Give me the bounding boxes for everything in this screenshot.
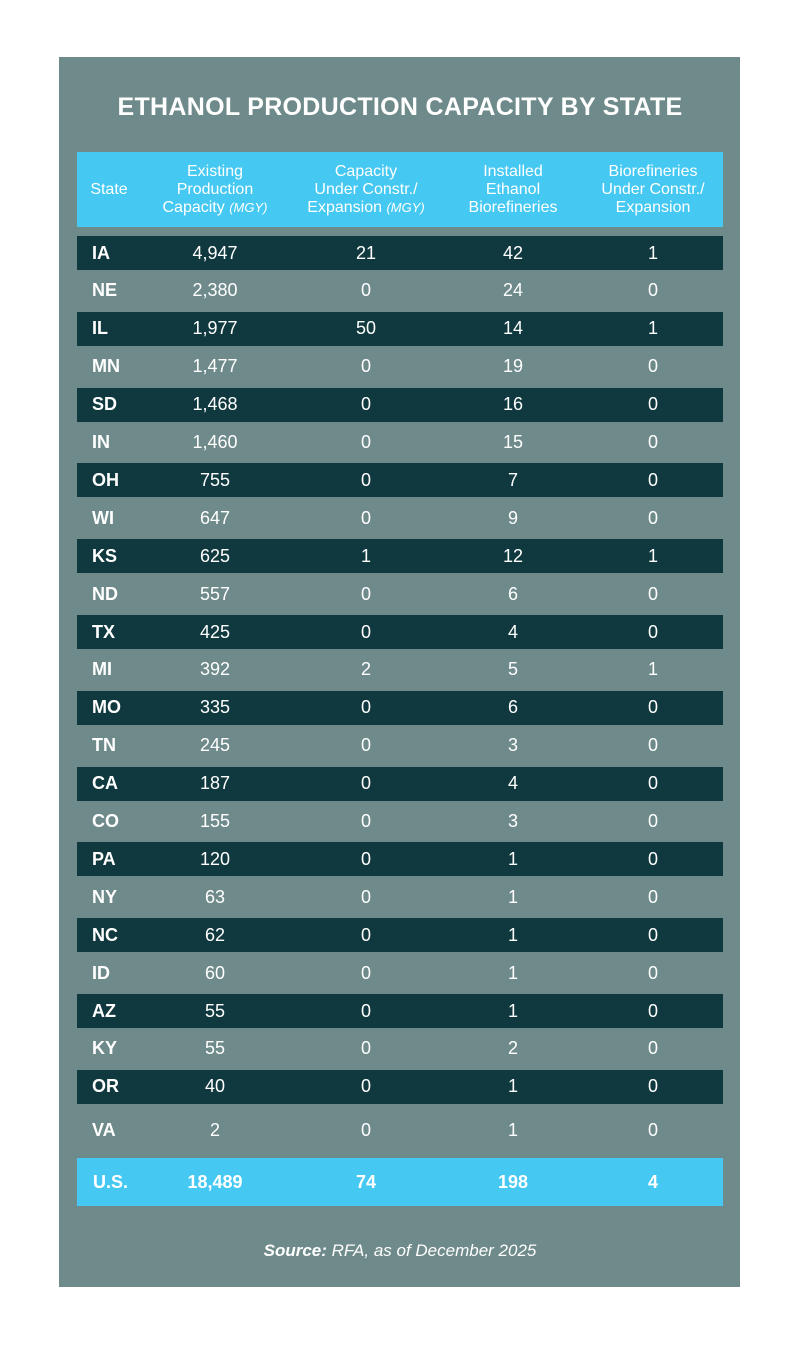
state-cell: WI bbox=[92, 507, 114, 528]
table-row bbox=[77, 312, 723, 346]
header-existing-line3: Capacity bbox=[162, 198, 225, 216]
header-existing-unit: (MGY) bbox=[229, 199, 268, 215]
existing-capacity-cell: 1,460 bbox=[192, 432, 238, 452]
capacity-under-construction-cell: 0 bbox=[360, 924, 371, 945]
installed-biorefineries-cell: 1 bbox=[507, 1076, 518, 1097]
table-row bbox=[77, 880, 723, 914]
biorefineries-under-construction-cell: 0 bbox=[647, 394, 658, 415]
table-row bbox=[77, 691, 723, 725]
state-cell: MO bbox=[92, 697, 121, 718]
state-cell: TX bbox=[92, 621, 116, 642]
table-row bbox=[77, 577, 723, 611]
table-row bbox=[77, 1070, 723, 1104]
table-row bbox=[77, 1032, 723, 1066]
capacity-under-construction-cell: 0 bbox=[360, 432, 371, 452]
capacity-under-construction-cell: 0 bbox=[360, 697, 371, 718]
biorefineries-under-construction-cell: 0 bbox=[647, 962, 658, 983]
header-existing-line1: Existing bbox=[186, 162, 243, 180]
total-existing-capacity-cell: 18,489 bbox=[187, 1171, 243, 1192]
header-bio-line3: Expansion bbox=[615, 198, 691, 216]
state-cell: MN bbox=[92, 356, 120, 377]
installed-biorefineries-cell: 15 bbox=[502, 432, 524, 452]
installed-biorefineries-cell: 1 bbox=[507, 886, 518, 907]
existing-capacity-cell: 1,977 bbox=[192, 318, 238, 339]
state-cell: NY bbox=[92, 886, 118, 907]
capacity-under-construction-cell: 0 bbox=[360, 1038, 371, 1059]
installed-biorefineries-cell: 6 bbox=[507, 697, 518, 718]
existing-capacity-cell: 425 bbox=[199, 621, 231, 642]
existing-capacity-cell: 187 bbox=[199, 773, 231, 794]
state-cell: KY bbox=[92, 1038, 118, 1059]
existing-capacity-cell: 2 bbox=[209, 1120, 220, 1141]
total-biorefineries-under-construction-cell: 4 bbox=[647, 1171, 658, 1192]
biorefineries-under-construction-cell: 0 bbox=[647, 432, 658, 452]
existing-capacity-cell: 155 bbox=[199, 811, 231, 831]
biorefineries-under-construction-cell: 0 bbox=[647, 583, 658, 604]
capacity-under-construction-cell: 0 bbox=[360, 962, 371, 983]
table-row bbox=[77, 805, 723, 839]
biorefineries-under-construction-cell: 1 bbox=[647, 659, 658, 680]
installed-biorefineries-cell: 1 bbox=[507, 924, 518, 945]
table-row bbox=[77, 426, 723, 460]
table-title: ETHANOL PRODUCTION CAPACITY BY STATE bbox=[117, 93, 683, 121]
biorefineries-under-construction-cell: 1 bbox=[647, 545, 658, 566]
table-row bbox=[77, 653, 723, 687]
header-state bbox=[77, 152, 141, 227]
existing-capacity-cell: 4,947 bbox=[192, 242, 238, 263]
table-row bbox=[77, 615, 723, 649]
state-cell: MI bbox=[92, 659, 112, 680]
table-row bbox=[77, 350, 723, 384]
state-cell: VA bbox=[92, 1120, 116, 1141]
installed-biorefineries-cell: 9 bbox=[507, 507, 518, 528]
header-capacity-under-construction bbox=[297, 152, 435, 227]
biorefineries-under-construction-cell: 0 bbox=[647, 886, 658, 907]
existing-capacity-cell: 40 bbox=[204, 1076, 226, 1097]
installed-biorefineries-cell: 14 bbox=[502, 318, 524, 339]
capacity-under-construction-cell: 0 bbox=[360, 1000, 371, 1021]
table-row bbox=[77, 767, 723, 801]
biorefineries-under-construction-cell: 0 bbox=[647, 1000, 658, 1021]
state-cell: AZ bbox=[92, 1000, 116, 1021]
biorefineries-under-construction-cell: 0 bbox=[647, 735, 658, 756]
installed-biorefineries-cell: 5 bbox=[507, 659, 518, 680]
biorefineries-under-construction-cell: 0 bbox=[647, 924, 658, 945]
state-cell: PA bbox=[92, 848, 116, 869]
installed-biorefineries-cell: 1 bbox=[507, 962, 518, 983]
capacity-under-construction-cell: 50 bbox=[355, 318, 377, 339]
capacity-under-construction-cell: 0 bbox=[360, 773, 371, 794]
biorefineries-under-construction-cell: 0 bbox=[647, 1120, 658, 1141]
source-label: Source: bbox=[263, 1241, 327, 1260]
capacity-under-construction-cell: 0 bbox=[360, 886, 371, 907]
biorefineries-under-construction-cell: 0 bbox=[647, 697, 658, 718]
header-bio-line1: Biorefineries bbox=[608, 162, 698, 180]
biorefineries-under-construction-cell: 1 bbox=[647, 242, 658, 263]
header-installed-biorefineries bbox=[451, 152, 575, 227]
table-row bbox=[77, 236, 723, 270]
state-cell: IL bbox=[92, 318, 108, 339]
capacity-under-construction-cell: 0 bbox=[360, 1120, 371, 1141]
existing-capacity-cell: 55 bbox=[204, 1038, 226, 1059]
existing-capacity-cell: 2,380 bbox=[192, 280, 238, 301]
biorefineries-under-construction-cell: 0 bbox=[647, 280, 658, 301]
biorefineries-under-construction-cell: 0 bbox=[647, 1076, 658, 1097]
installed-biorefineries-cell: 2 bbox=[507, 1038, 518, 1059]
capacity-under-construction-cell: 2 bbox=[360, 659, 371, 680]
capacity-under-construction-cell: 0 bbox=[360, 848, 371, 869]
installed-biorefineries-cell: 1 bbox=[507, 1120, 518, 1141]
table-row bbox=[77, 388, 723, 422]
state-cell: SD bbox=[92, 394, 118, 415]
existing-capacity-cell: 63 bbox=[204, 886, 226, 907]
table-row bbox=[77, 501, 723, 535]
capacity-under-construction-cell: 0 bbox=[360, 735, 371, 756]
total-state-cell: U.S. bbox=[93, 1171, 129, 1192]
table-row bbox=[77, 918, 723, 952]
total-capacity-under-construction-cell: 74 bbox=[355, 1171, 377, 1192]
header-capacity-line3: Expansion bbox=[307, 198, 382, 216]
capacity-under-construction-cell: 0 bbox=[360, 280, 371, 301]
existing-capacity-cell: 60 bbox=[204, 962, 226, 983]
header-biorefineries-under-construction bbox=[589, 152, 717, 227]
state-cell: OR bbox=[92, 1076, 119, 1097]
header-bio-line2: Under Constr./ bbox=[601, 180, 705, 198]
state-cell: NE bbox=[92, 280, 118, 301]
table-row bbox=[77, 539, 723, 573]
header-state-label: State bbox=[90, 180, 128, 198]
state-cell: IN bbox=[92, 432, 110, 452]
header-capacity-line2: Under Constr./ bbox=[314, 180, 418, 198]
installed-biorefineries-cell: 24 bbox=[502, 280, 524, 301]
source-note bbox=[0, 1241, 800, 1261]
biorefineries-under-construction-cell: 0 bbox=[647, 621, 658, 642]
capacity-under-construction-cell: 0 bbox=[360, 394, 371, 415]
existing-capacity-cell: 335 bbox=[199, 697, 231, 718]
header-capacity-unit: (MGY) bbox=[386, 199, 425, 215]
existing-capacity-cell: 1,477 bbox=[192, 356, 238, 377]
header-existing-line2: Production bbox=[176, 180, 254, 198]
state-cell: IA bbox=[92, 242, 110, 263]
biorefineries-under-construction-cell: 0 bbox=[647, 811, 658, 831]
capacity-under-construction-cell: 1 bbox=[360, 545, 371, 566]
capacity-under-construction-cell: 0 bbox=[360, 1076, 371, 1097]
existing-capacity-cell: 62 bbox=[204, 924, 226, 945]
table-row bbox=[77, 729, 723, 763]
state-cell: CA bbox=[92, 773, 118, 794]
capacity-under-construction-cell: 0 bbox=[360, 811, 371, 831]
existing-capacity-cell: 55 bbox=[204, 1000, 226, 1021]
existing-capacity-cell: 557 bbox=[199, 583, 231, 604]
biorefineries-under-construction-cell: 1 bbox=[647, 318, 658, 339]
biorefineries-under-construction-cell: 0 bbox=[647, 356, 658, 377]
table-header bbox=[77, 152, 723, 227]
installed-biorefineries-cell: 19 bbox=[502, 356, 524, 377]
installed-biorefineries-cell: 3 bbox=[507, 735, 518, 756]
table-row bbox=[77, 842, 723, 876]
header-installed-line2: Ethanol bbox=[485, 180, 541, 198]
header-installed-line1: Installed bbox=[483, 162, 543, 180]
biorefineries-under-construction-cell: 0 bbox=[647, 507, 658, 528]
installed-biorefineries-cell: 42 bbox=[502, 242, 524, 263]
installed-biorefineries-cell: 1 bbox=[507, 1000, 518, 1021]
capacity-under-construction-cell: 21 bbox=[355, 242, 377, 263]
total-row bbox=[77, 1158, 723, 1206]
installed-biorefineries-cell: 4 bbox=[507, 773, 518, 794]
biorefineries-under-construction-cell: 0 bbox=[647, 848, 658, 869]
header-installed-line3: Biorefineries bbox=[468, 198, 558, 216]
existing-capacity-cell: 120 bbox=[199, 848, 231, 869]
state-cell: ID bbox=[92, 962, 110, 983]
state-cell: OH bbox=[92, 469, 119, 490]
installed-biorefineries-cell: 12 bbox=[502, 545, 524, 566]
table-row bbox=[77, 956, 723, 990]
table-row bbox=[77, 1114, 723, 1148]
table-row bbox=[77, 274, 723, 308]
state-cell: TN bbox=[92, 735, 116, 756]
table-row bbox=[77, 994, 723, 1028]
header-capacity-line1: Capacity bbox=[334, 162, 398, 180]
capacity-under-construction-cell: 0 bbox=[360, 356, 371, 377]
installed-biorefineries-cell: 4 bbox=[507, 621, 518, 642]
total-installed-biorefineries-cell: 198 bbox=[497, 1171, 529, 1192]
existing-capacity-cell: 392 bbox=[199, 659, 231, 680]
capacity-under-construction-cell: 0 bbox=[360, 507, 371, 528]
installed-biorefineries-cell: 3 bbox=[507, 811, 518, 831]
biorefineries-under-construction-cell: 0 bbox=[647, 773, 658, 794]
existing-capacity-cell: 245 bbox=[199, 735, 231, 756]
state-cell: KS bbox=[92, 545, 118, 566]
existing-capacity-cell: 647 bbox=[199, 507, 231, 528]
source-text: RFA, as of December 2025 bbox=[326, 1241, 537, 1260]
existing-capacity-cell: 1,468 bbox=[192, 394, 238, 415]
header-existing-capacity bbox=[151, 152, 279, 227]
installed-biorefineries-cell: 16 bbox=[502, 394, 524, 415]
capacity-under-construction-cell: 0 bbox=[360, 583, 371, 604]
biorefineries-under-construction-cell: 0 bbox=[647, 1038, 658, 1059]
table-row bbox=[77, 463, 723, 497]
state-cell: CO bbox=[92, 811, 119, 831]
existing-capacity-cell: 625 bbox=[199, 545, 231, 566]
installed-biorefineries-cell: 1 bbox=[507, 848, 518, 869]
capacity-under-construction-cell: 0 bbox=[360, 621, 371, 642]
state-cell: NC bbox=[92, 924, 118, 945]
installed-biorefineries-cell: 7 bbox=[507, 469, 518, 490]
state-cell: ND bbox=[92, 583, 118, 604]
existing-capacity-cell: 755 bbox=[199, 469, 231, 490]
biorefineries-under-construction-cell: 0 bbox=[647, 469, 658, 490]
installed-biorefineries-cell: 6 bbox=[507, 583, 518, 604]
capacity-under-construction-cell: 0 bbox=[360, 469, 371, 490]
